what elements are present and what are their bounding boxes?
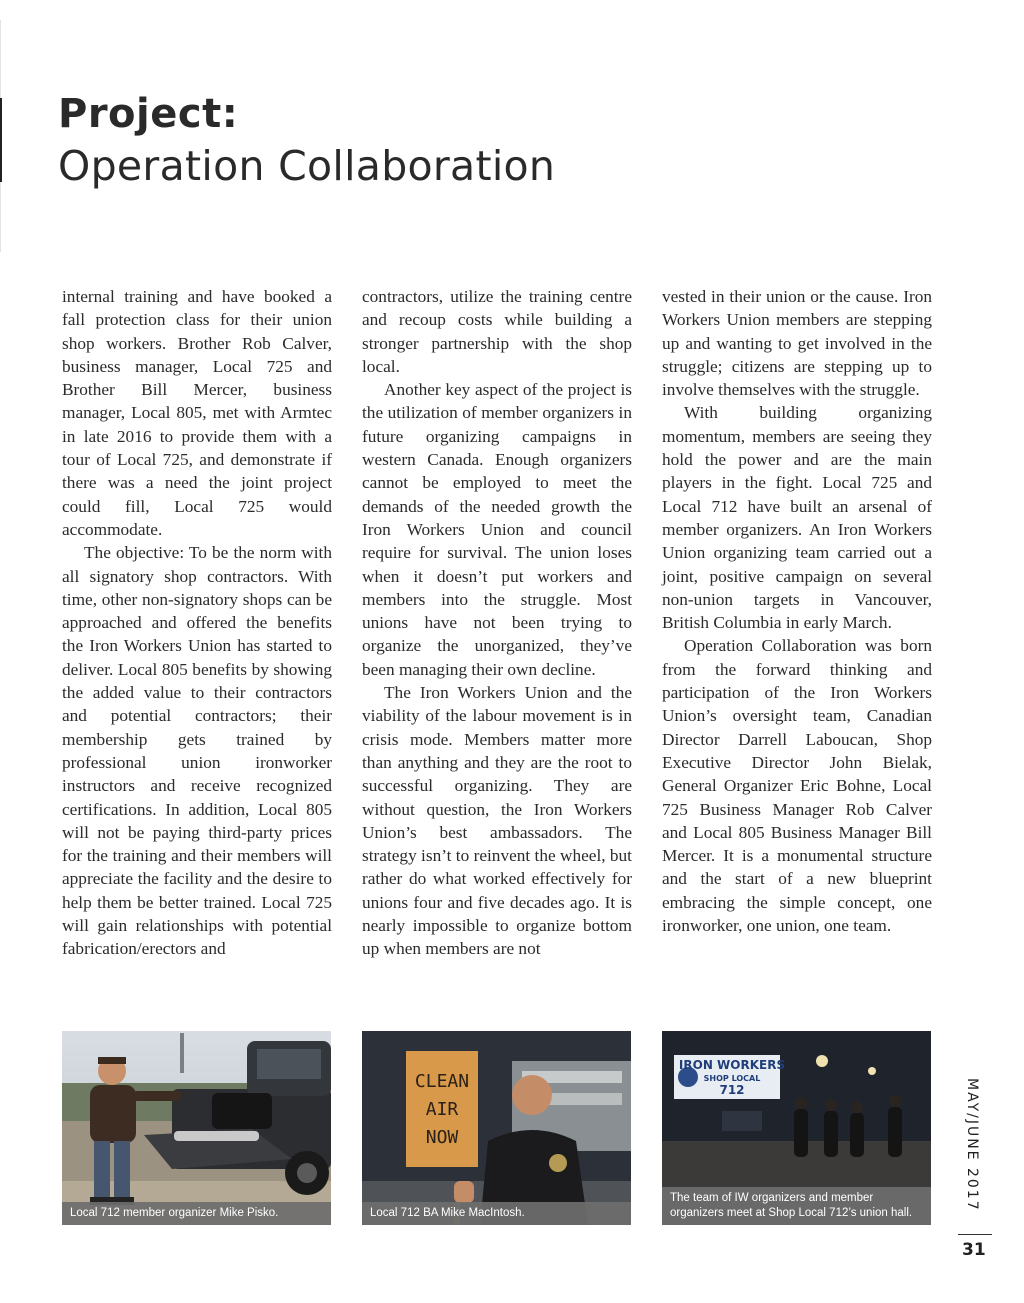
paragraph: contractors, utilize the training centre and recoup costs while building a stronger partnership with the shop local.: [362, 287, 632, 376]
truck-photo-illustration: [62, 1031, 331, 1225]
paragraph: vested in their union or the cause. Iron Workers Union members are stepping up and wanting to get involved in the struggle; citizens are stepping up to involve themselves with the struggle.: [662, 287, 932, 400]
photo-caption: Local 712 member organizer Mike Pisko.: [62, 1202, 331, 1225]
title-block: [58, 88, 555, 192]
banner-line-2: SHOP LOCAL: [703, 1074, 761, 1083]
paragraph: With building organizing momentum, members are seeing they hold the power and are the main players in the fight. Local 725 and Local 712 have built an arsenal of member organizers. An Iron Workers Union organizing team carried out a joint, positive campaign on several non-union targets in Vancouver, British Columbia in early March.: [662, 403, 932, 633]
article-column-1: [62, 285, 332, 961]
sign-text-line-3: NOW: [425, 1127, 459, 1148]
sign-text-line-2: AIR: [425, 1099, 459, 1120]
sign-text-line-1: CLEAN: [414, 1071, 470, 1092]
title-accent-bar: [0, 98, 2, 182]
paragraph: The objective: To be the norm with all signatory shop contractors. With time, other non-signatory shops can be approached and offered the benefits the Iron Workers Union has started to deliver. Local 805 benefits by showing the added value to their contractors and potential contractors; their membership gets trained by professional union ironworker instructors and receive recognized certifications. In addition, Local 805 will not be paying third-party prices for the training and their members will appreciate the facility and the desire to help them be better trained. Local 725 will gain relationships with potential fabrication/erectors and: [62, 543, 332, 959]
paragraph: Another key aspect of the project is the utilization of member organizers in future organizing campaigns in western Canada. Enough organizers cannot be employed to meet the demands of the needed growth the Iron Workers Union and council require for survival. The union loses when it doesn’t put workers and members into the struggle. Most unions have not been trying to organize the unorganized, they’ve been managing their own decline.: [362, 380, 632, 679]
issue-date-vertical: [958, 1078, 988, 1218]
banner-line-1: IRON WORKERS: [678, 1058, 786, 1072]
page-title: Operation Collaboration: [58, 142, 556, 190]
photo-organizer-truck: [62, 1031, 331, 1225]
page-number: 31: [962, 1240, 986, 1260]
paragraph: internal training and have booked a fall protection class for their union shop workers. Brother Rob Calver, business manager, Local 725 and Brother Bill Mercer, business manager, Local 805, met with Armtec in late 2016 to provide them with a tour of Local 725, and demonstrate if there was a need the joint project could fill, Local 725 would accommodate.: [62, 287, 332, 539]
issue-date: MAY/JUNE 2017: [964, 1078, 980, 1212]
photo-caption: The team of IW organizers and member organizers meet at Shop Local 712’s union hall.: [662, 1187, 931, 1225]
folio-rule: [958, 1234, 992, 1235]
paragraph: Operation Collaboration was born from the forward thinking and participation of the Iron Workers Union’s oversight team, Canadian Director Darrell Laboucan, Shop Executive Director John Bielak, General Organizer Eric Bohne, Local 725 Business Manager Rob Calver and Local 805 Business Manager Bill Mercer. It is a monumental structure and the start of a new blueprint embracing the simple concept, one ironworker, one union, one team.: [662, 636, 932, 936]
sign-photo-illustration: [362, 1031, 631, 1225]
paragraph: The Iron Workers Union and the viability of the labour movement is in crisis mode. Members matter more than anything and they are the root to successful organizing. They are without question, the Iron Workers Union’s best ambassadors. The strategy isn’t to reinvent the wheel, but rather do what worked effectively for unions four and five decades ago. It is nearly impossible to organize bottom up when members are not: [362, 683, 632, 959]
article-column-3: [662, 285, 932, 937]
banner-line-3: 712: [719, 1083, 745, 1097]
project-kicker: Project:: [58, 91, 239, 137]
photo-caption: Local 712 BA Mike MacIntosh.: [362, 1202, 631, 1225]
photo-organizers-union-hall: [662, 1031, 931, 1225]
photo-ba-with-sign: [362, 1031, 631, 1225]
article-column-2: [362, 285, 632, 961]
